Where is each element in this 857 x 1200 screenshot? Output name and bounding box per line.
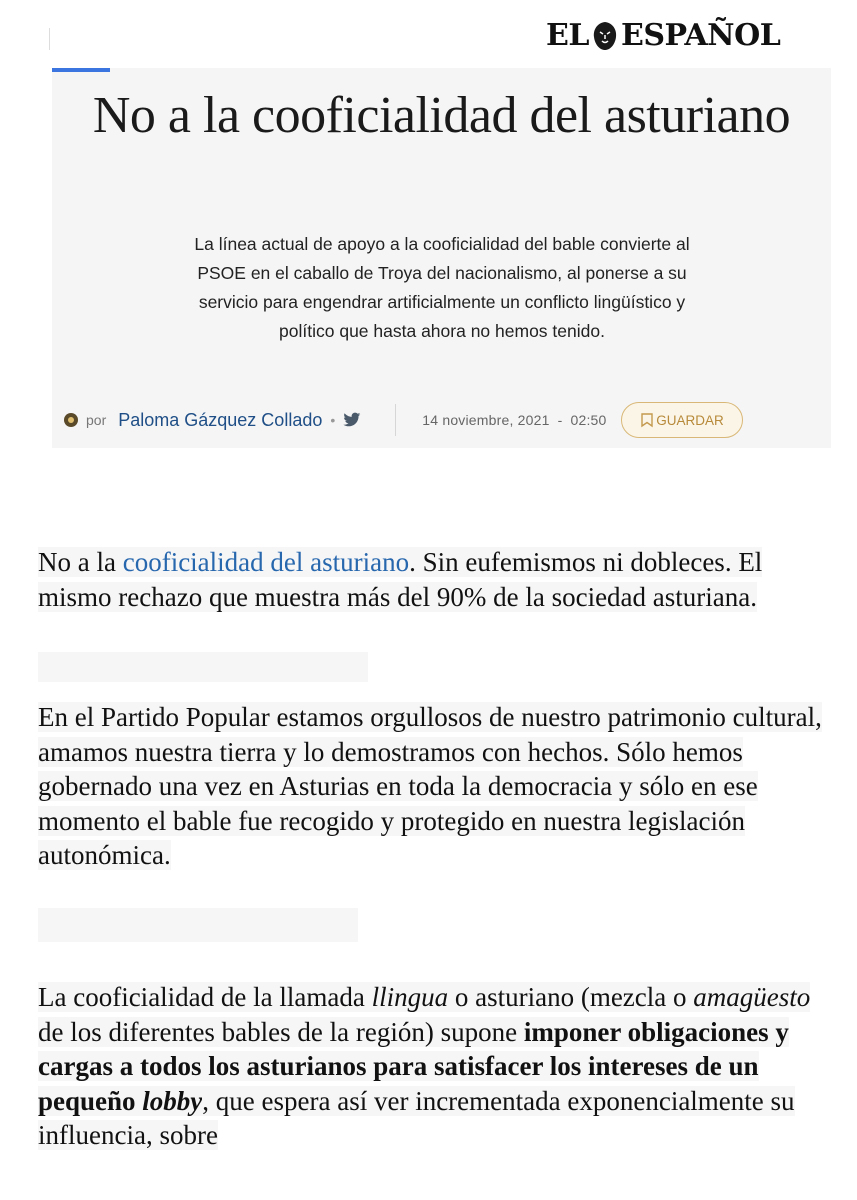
paragraph-1-text-b: . Sin eufemismos ni dobleces. El mismo rechazo que muestra más del 90% de la sociedad asturiana. (38, 547, 763, 612)
lion-logo-icon (591, 20, 619, 52)
paragraph-2-text: En el Partido Popular estamos orgullosos de nuestro patrimonio cultural, amamos nuestra tierra y lo demostramos con hechos. Sólo hemos gobernado una vez en Asturias en toda la democracia y sólo en ese momento el bable fue recogido y protegido en nuestra legislación autonómica. (38, 702, 822, 870)
paragraph-1-text-a: No a la (38, 547, 123, 577)
paragraph-3-bold: imponer obligaciones y cargas a todos los asturianos para satisfacer los intereses de un pequeño (38, 1016, 789, 1116)
amaguesto-italic: amagüesto (693, 982, 811, 1012)
logo-text-right: ESPAÑOL (620, 18, 781, 53)
lobby-bold-italic: lobby (142, 1085, 203, 1116)
author-avatar-icon (64, 413, 78, 427)
article-subtitle: La línea actual de apoyo a la cooficialidad del bable convierte al PSOE en el caballo de Troya del nacionalismo, al ponerse a su servicio para engendrar artificialmente un conflicto lingüístico y político que hasta ahora no hemos tenido. (194, 234, 690, 341)
paragraph-3-text-d: , que espera así ver incrementada exponencialmente su influencia, sobre (38, 1085, 795, 1150)
bookmark-icon (639, 412, 655, 428)
cooficialidad-link[interactable]: cooficialidad del asturiano (122, 547, 410, 577)
byline-prefix: por (86, 412, 107, 428)
article-header-card (52, 68, 831, 448)
paragraph-1 (38, 545, 828, 614)
paragraph-2 (38, 700, 828, 873)
article-headline: No a la cooficialidad del asturiano (92, 87, 791, 144)
save-button-label: GUARDAR (656, 412, 724, 428)
twitter-icon[interactable] (343, 412, 361, 428)
paragraph-3-text-c: de los diferentes bables de la región) supone (38, 1016, 524, 1047)
publish-time: 02:50 (570, 412, 607, 428)
byline-divider (395, 404, 396, 436)
publish-datetime (422, 412, 606, 428)
publish-date: 14 noviembre, 2021 (422, 412, 550, 428)
paragraph-3-text-b: o asturiano (mezcla o (448, 982, 694, 1012)
date-time-dash: - (557, 412, 563, 428)
logo-text-left: EL (546, 18, 589, 53)
paragraph-3 (38, 980, 828, 1153)
byline (64, 400, 824, 440)
section-accent-bar (52, 68, 110, 72)
spacer-block (38, 908, 358, 942)
save-button[interactable] (621, 402, 743, 438)
paragraph-3-text-a: La cooficialidad de la llamada (38, 982, 372, 1012)
byline-dot: • (330, 412, 336, 428)
llingua-italic: llingua (371, 982, 449, 1012)
site-logo[interactable] (546, 18, 780, 53)
author-link[interactable]: Paloma Gázquez Collado (118, 409, 323, 430)
spacer-block (38, 652, 368, 682)
header-divider (49, 28, 50, 50)
